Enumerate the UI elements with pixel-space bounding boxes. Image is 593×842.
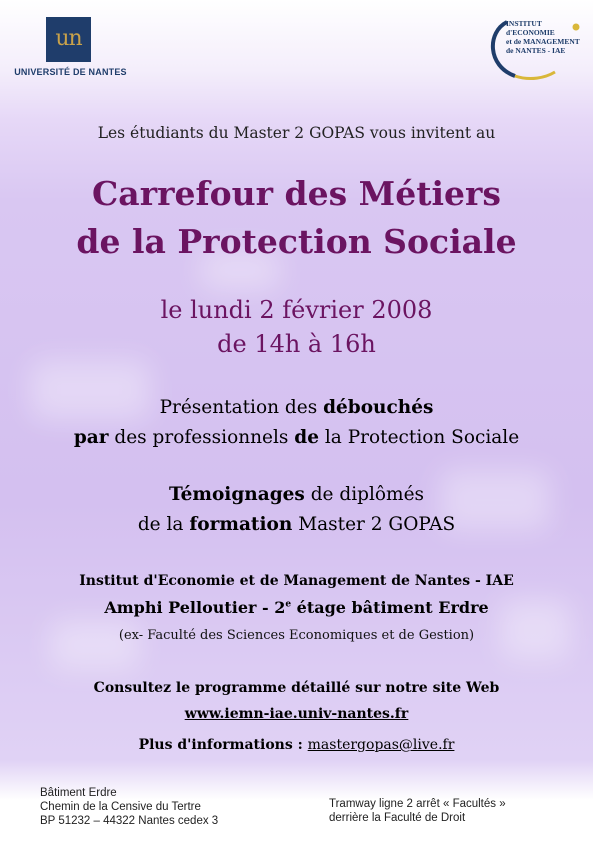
footer-address: Bâtiment Erdre Chemin de la Censive du Tertre BP 51232 – 44322 Nantes cedex 3 bbox=[40, 787, 219, 827]
title-line-2: de la Protection Sociale bbox=[76, 222, 517, 261]
program-consult-text: Consultez le programme détaillé sur notre site Web bbox=[93, 680, 500, 696]
presentation-block: Présentation des débouchés par des professionnels de la Protection Sociale bbox=[73, 397, 520, 448]
event-time: de 14h à 16h bbox=[217, 330, 376, 358]
contact-email-link[interactable]: mastergopas@live.fr bbox=[307, 737, 455, 753]
venue-room: Amphi Pelloutier - 2e étage bâtiment Erdre bbox=[104, 598, 489, 617]
event-day: le lundi 2 février 2008 bbox=[160, 296, 433, 324]
logo-mark: un bbox=[55, 26, 82, 51]
event-date bbox=[0, 293, 593, 361]
testimonials-block: Témoignages de diplômés de la formation Master 2 GOPAS bbox=[137, 484, 456, 535]
former-faculty-name: (ex- Faculté des Sciences Economiques et de Gestion) bbox=[118, 628, 475, 643]
universite-nantes-name: UNIVERSITÉ DE NANTES bbox=[14, 67, 127, 77]
title-line-1: Carrefour des Métiers bbox=[92, 174, 501, 213]
website-link[interactable] bbox=[0, 706, 593, 722]
contact-line: Plus d'informations : mastergopas@live.fr bbox=[138, 737, 455, 753]
event-title bbox=[0, 170, 593, 266]
institute-name: Institut d'Economie et de Management de Nantes - IAE bbox=[79, 573, 514, 589]
invitation-intro: Les étudiants du Master 2 GOPAS vous invitent au bbox=[97, 124, 496, 142]
iae-logo-text: INSTITUT d'ECONOMIE et de MANAGEMENT de NANTES - IAE bbox=[506, 19, 580, 55]
universite-nantes-logo bbox=[46, 17, 91, 62]
website-url[interactable]: www.iemn-iae.univ-nantes.fr bbox=[184, 706, 409, 722]
footer-tram-info: Tramway ligne 2 arrêt « Facultés » derrière la Faculté de Droit bbox=[329, 798, 506, 824]
